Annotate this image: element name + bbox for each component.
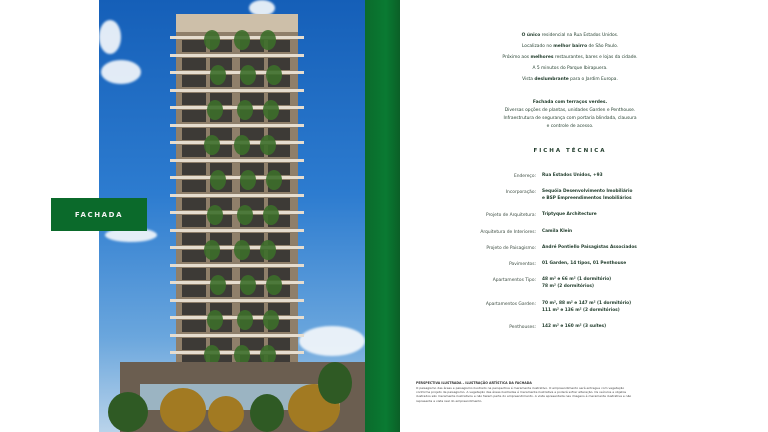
features-line: Diversas opções de plantas, unidades Garden e Penthouse.: [504, 108, 636, 113]
terrace-plant: [210, 275, 226, 295]
terrace-plant: [237, 100, 253, 120]
spec-value: 48 m² e 66 m² (1 dormitório): [542, 277, 612, 282]
spec-label: Penthouses:: [509, 325, 536, 330]
features-line: Infraestrutura de segurança com portaria blindada, clausura: [503, 116, 637, 121]
terrace-plant: [204, 135, 220, 155]
terrace-plant: [266, 65, 282, 85]
spec-value: 01 Garden, 14 tipos, 01 Penthouse: [542, 261, 627, 266]
spec-label: Apartamentos Garden:: [485, 302, 536, 307]
terrace-plant: [263, 310, 279, 330]
intro-line: A 5 minutos do Parque Ibirapuera.: [532, 66, 608, 71]
tree: [108, 392, 148, 432]
tree: [250, 394, 284, 432]
spec-value: Triptyque Architecture: [542, 212, 597, 217]
floor-slab: [170, 176, 304, 179]
window: [182, 180, 206, 192]
terrace-plant: [240, 65, 256, 85]
window: [182, 58, 206, 70]
spec-label: Endereço:: [513, 174, 536, 179]
window: [182, 145, 206, 157]
terrace-plant: [260, 240, 276, 260]
terrace-plant: [207, 100, 223, 120]
spec-value: Rua Estados Unidos, +93: [542, 173, 603, 178]
terrace-plant: [207, 310, 223, 330]
window: [182, 233, 206, 245]
window: [182, 93, 206, 105]
spec-value-2: 111 m² e 136 m² (2 dormitórios): [542, 308, 620, 313]
spec-value: Camila Klein: [542, 229, 573, 234]
terrace-plant: [260, 30, 276, 50]
terrace-plant: [204, 240, 220, 260]
window: [182, 268, 206, 280]
spec-label: Apartamentos Tipo:: [492, 278, 536, 283]
floor-slab: [170, 159, 304, 162]
tree: [208, 396, 244, 432]
window: [182, 285, 206, 297]
intro-line: Próximo aos melhores restaurantes, bares e lojas da cidade.: [502, 55, 638, 60]
terrace-plant: [260, 135, 276, 155]
floor-slab: [170, 89, 304, 92]
terrace-plant: [263, 100, 279, 120]
spec-label: Pavimentos:: [509, 262, 536, 267]
intro-line: Vista deslumbrante para o Jardim Europa.: [522, 77, 618, 82]
tree: [160, 388, 206, 432]
spec-value: Sequóia Desenvolvimento Imobiliário: [542, 189, 633, 194]
floor-slab: [170, 54, 304, 57]
fachada-label: [51, 198, 147, 231]
floor-slab: [170, 194, 304, 197]
spec-label: Incorporação:: [505, 190, 536, 195]
ficha-tecnica-title: FICHA TÉCNICA: [533, 148, 607, 154]
intro-line: O único residencial na Rua Estados Unidos.: [521, 33, 619, 38]
window: [182, 110, 206, 122]
floor-slab: [170, 281, 304, 284]
spec-value: André Pontiello Paisagistas Associados: [542, 245, 637, 250]
window: [182, 198, 206, 210]
intro-line: Localizado no melhor bairro de São Paulo.: [521, 44, 619, 49]
floor-slab: [170, 229, 304, 232]
terrace-plant: [266, 170, 282, 190]
window: [182, 128, 206, 140]
tower-crown: [176, 14, 298, 32]
window: [182, 320, 206, 332]
green-stripe: [365, 0, 400, 432]
features-line: Fachada com terraços verdes.: [532, 100, 608, 105]
terrace-plant: [240, 275, 256, 295]
spec-value-2: 78 m² (2 dormitórios): [542, 284, 594, 289]
features-line: e controle de acesso.: [546, 124, 594, 129]
fachada-label-text: FACHADA: [74, 210, 124, 219]
floor-slab: [170, 299, 304, 302]
terrace-plant: [263, 205, 279, 225]
spec-value: 142 m² e 160 m² (3 suítes): [542, 324, 607, 329]
floor-slab: [170, 71, 304, 74]
terrace-plant: [266, 275, 282, 295]
footnote: O paisagismo das áreas e paisagismo ilustrado na perspectiva é meramente ilustrativo. O empreendimento será entregue com vegetação conforme projeto de paisagismo. A vegetação das áreas ilustradas é meramente ilustrativa e poderá sofrer alteração. Os veículos e objetos ilustrados são meramente ilustrativos e não fazem parte do empreendimento. A vista apresentada nas imagens é meramente ilustrativa e não representa a vista real do empreendimento.: [416, 386, 632, 403]
window: [182, 303, 206, 315]
terrace-plant: [237, 310, 253, 330]
window: [182, 250, 206, 262]
terrace-plant: [210, 65, 226, 85]
window: [182, 75, 206, 87]
spec-value: 70 m², 88 m² e 147 m² (1 dormitório): [542, 301, 632, 306]
terrace-plant: [240, 170, 256, 190]
window: [182, 163, 206, 175]
terrace-plant: [234, 135, 250, 155]
floor-slab: [170, 264, 304, 267]
window: [182, 40, 206, 52]
palm-tree: [318, 362, 352, 404]
cloud: [299, 326, 365, 356]
terrace-plant: [210, 170, 226, 190]
terrace-plant: [237, 205, 253, 225]
spec-label: Arquitetura de Interiores:: [480, 230, 536, 235]
floor-slab: [170, 124, 304, 127]
window: [182, 215, 206, 227]
terrace-plant: [234, 240, 250, 260]
cloud: [99, 20, 121, 54]
window: [182, 338, 206, 350]
spec-label: Projeto de Arquitetura:: [486, 213, 536, 218]
terrace-plant: [234, 30, 250, 50]
footnote-title: PERSPECTIVA ILUSTRADA – ILUSTRAÇÃO ARTÍSTICA DA FACHADA: [416, 381, 532, 385]
floor-slab: [170, 334, 304, 337]
spec-label: Projeto de Paisagismo:: [486, 246, 536, 251]
cloud: [101, 60, 141, 84]
spec-value-2: e BSP Empreendimentos Imobiliários: [542, 196, 632, 201]
terrace-plant: [204, 30, 220, 50]
terrace-plant: [207, 205, 223, 225]
